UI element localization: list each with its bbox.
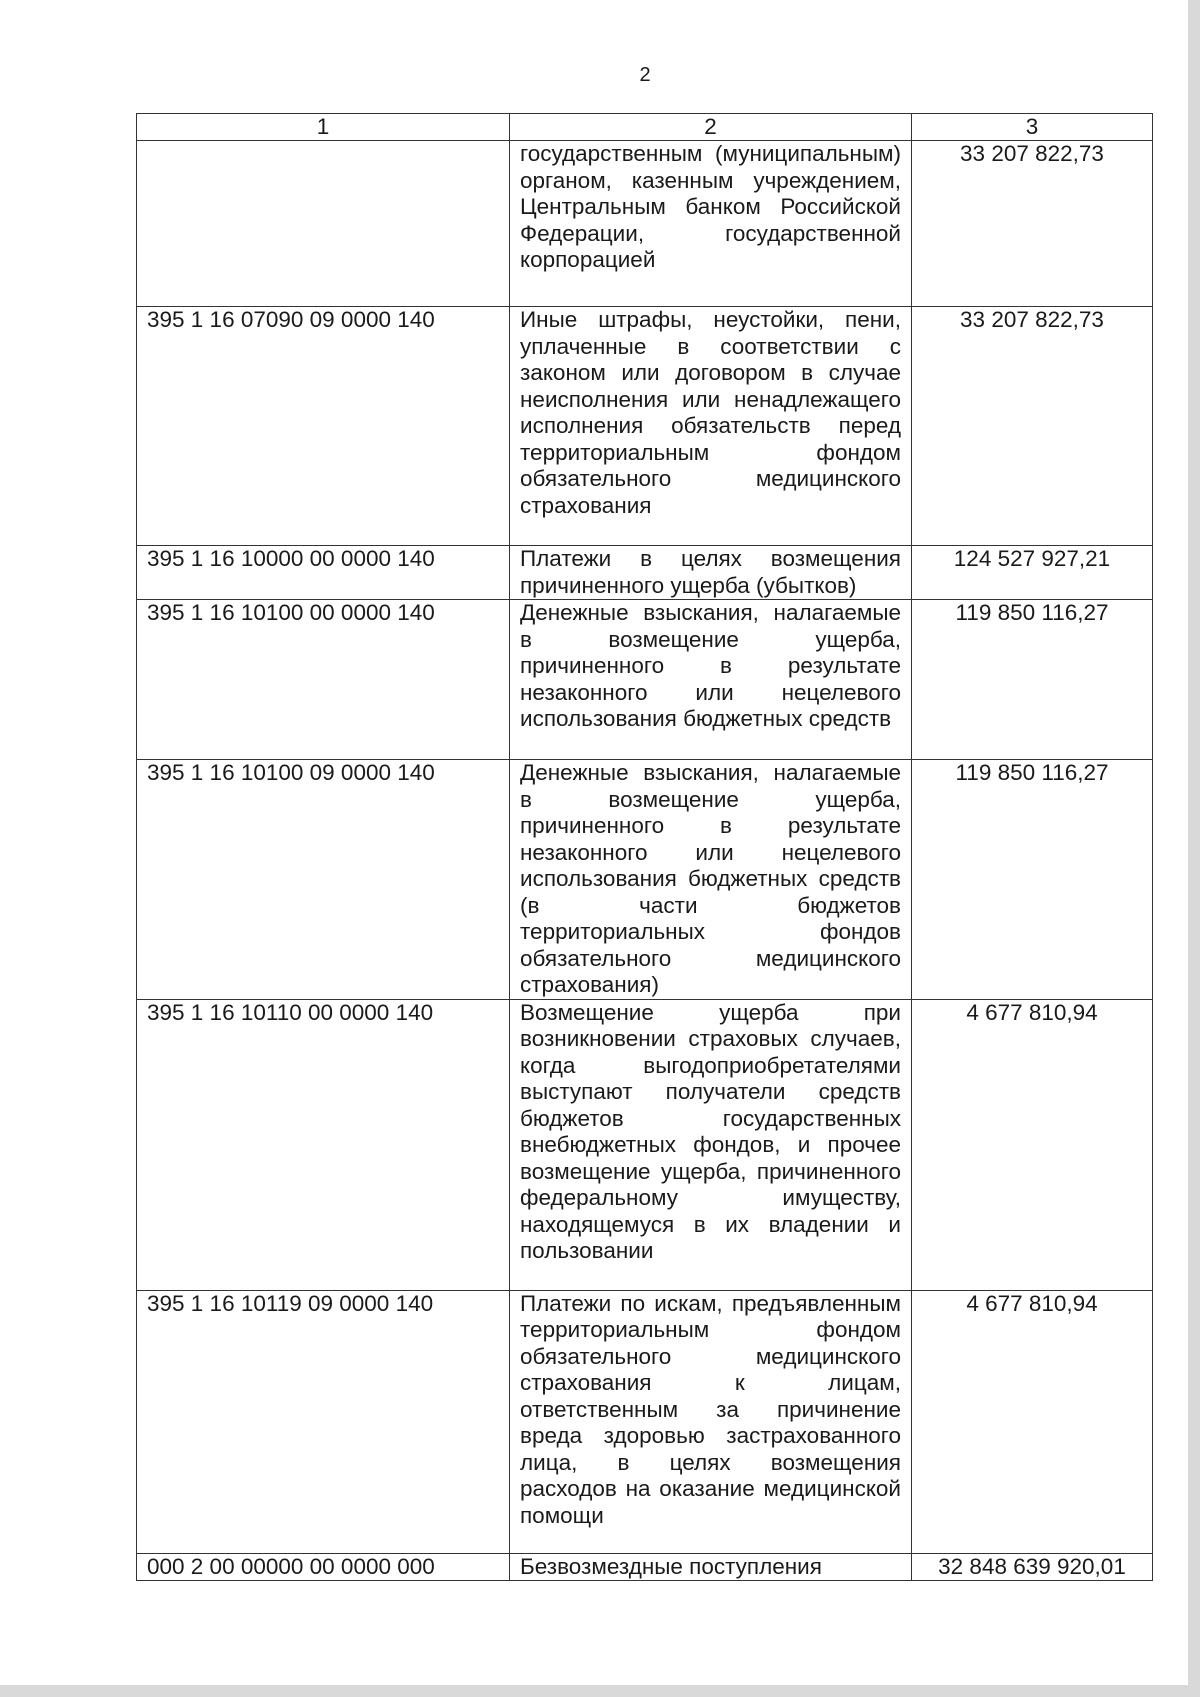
budget-code: 395 1 16 07090 09 0000 140 xyxy=(137,307,510,546)
page-number: 2 xyxy=(639,64,651,86)
scan-right-edge xyxy=(1188,0,1200,1697)
amount: 119 850 116,27 xyxy=(912,600,1153,760)
income-description: Платежи по искам, предъявленным территориальным фондом обязательного медицинского страхования к лицам, ответственным за причинение вреда здоровью застрахованного лица, в целях возмещения расходов на оказание медицинской помощи xyxy=(510,1290,912,1553)
table-row xyxy=(137,141,1153,307)
budget-code: 395 1 16 10119 09 0000 140 xyxy=(137,1290,510,1553)
table-row xyxy=(137,600,1153,760)
column-header-1: 1 xyxy=(137,114,510,141)
budget-code: 000 2 00 00000 00 0000 000 xyxy=(137,1553,510,1581)
table-row xyxy=(137,999,1153,1290)
table-row xyxy=(137,546,1153,600)
amount: 4 677 810,94 xyxy=(912,999,1153,1290)
column-header-3: 3 xyxy=(912,114,1153,141)
budget-code: 395 1 16 10100 09 0000 140 xyxy=(137,760,510,1000)
amount: 33 207 822,73 xyxy=(912,141,1153,307)
budget-code: 395 1 16 10000 00 0000 140 xyxy=(137,546,510,600)
amount: 32 848 639 920,01 xyxy=(912,1553,1153,1581)
income-description: Возмещение ущерба при возникновении страховых случаев, когда выгодоприобретателями выступают получатели средств бюджетов государственных внебюджетных фондов, и прочее возмещение ущерба, причиненного федеральному имуществу, находящемуся в их владении и пользовании xyxy=(510,999,912,1290)
table-row xyxy=(137,307,1153,546)
income-description: Иные штрафы, неустойки, пени, уплаченные в соответствии с законом или договором в случае неисполнения или ненадлежащего исполнения обязательств перед территориальным фондом обязательного медицинского страхования xyxy=(510,307,912,546)
column-header-2: 2 xyxy=(510,114,912,141)
budget-table xyxy=(136,113,1153,1581)
table-row xyxy=(137,1290,1153,1553)
table-row xyxy=(137,760,1153,1000)
budget-code: 395 1 16 10100 00 0000 140 xyxy=(137,600,510,760)
income-description: Денежные взыскания, налагаемые в возмещение ущерба, причиненного в результате незаконного или нецелевого использования бюджетных средств (в части бюджетов территориальных фондов обязательного медицинского страхования) xyxy=(510,760,912,1000)
income-description: Платежи в целях возмещения причиненного ущерба (убытков) xyxy=(510,546,912,600)
amount: 124 527 927,21 xyxy=(912,546,1153,600)
budget-code xyxy=(137,141,510,307)
budget-code: 395 1 16 10110 00 0000 140 xyxy=(137,999,510,1290)
header-row xyxy=(137,114,1153,141)
amount: 4 677 810,94 xyxy=(912,1290,1153,1553)
amount: 33 207 822,73 xyxy=(912,307,1153,546)
table-row xyxy=(137,1553,1153,1581)
income-description: государственным (муниципальным) органом, казенным учреждением, Центральным банком Российской Федерации, государственной корпорацией xyxy=(510,141,912,307)
income-description: Денежные взыскания, налагаемые в возмещение ущерба, причиненного в результате незаконного или нецелевого использования бюджетных средств xyxy=(510,600,912,760)
amount: 119 850 116,27 xyxy=(912,760,1153,1000)
income-description: Безвозмездные поступления xyxy=(510,1553,912,1581)
scan-bottom-edge xyxy=(0,1685,1200,1697)
